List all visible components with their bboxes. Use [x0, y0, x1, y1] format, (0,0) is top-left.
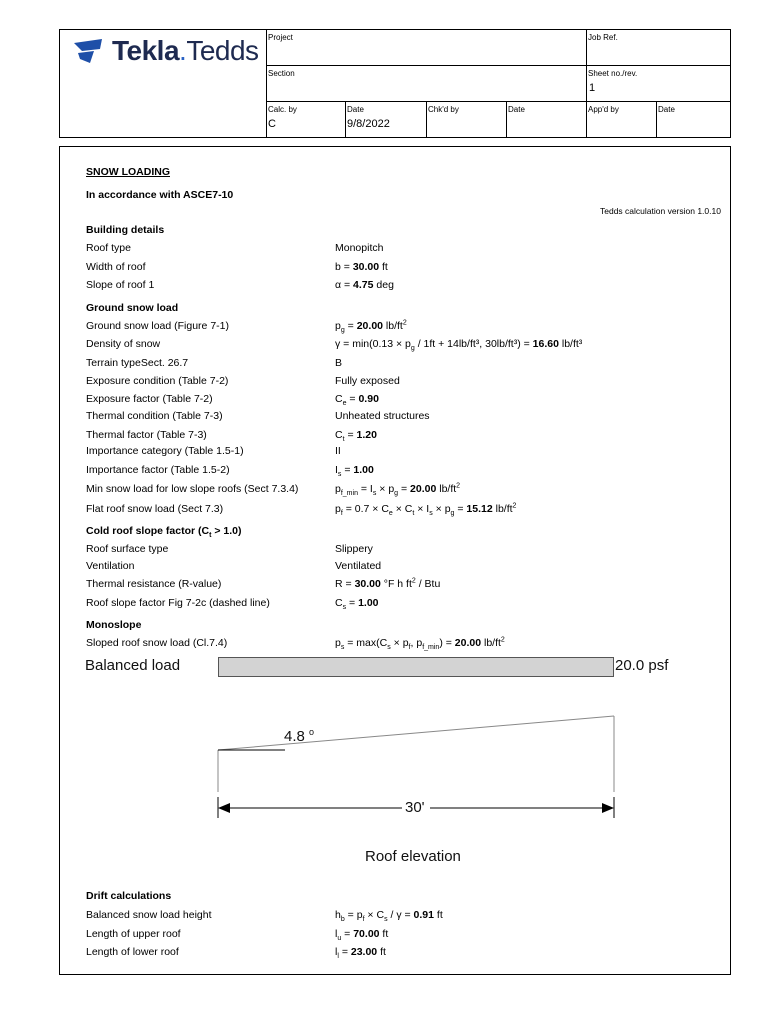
row-value: $l_l = 23.00$ ft — [335, 946, 386, 961]
roof-elevation-caption: Roof elevation — [365, 848, 461, 865]
row-value: $C_e = 0.90$ — [335, 393, 379, 408]
sheet-label: Sheet no./rev. — [588, 69, 638, 78]
load-value-label: 20.0 psf — [615, 657, 669, 674]
sheet-value: 1 — [589, 82, 596, 94]
slope-angle-label: 4.8 $^o$ — [284, 727, 315, 745]
row-label: Ventilation — [86, 560, 135, 572]
row-label: Exposure factor (Table 7-2) — [86, 393, 213, 405]
row-value: $p_f = 0.7 \times C_e \times C_t \times I_s \times p_g = 15.12$ $lb/ft^2$ — [335, 502, 517, 518]
balanced-load-label: Balanced load — [85, 657, 181, 674]
row-label: Min snow load for low slope roofs (Sect 7.3.4) — [86, 483, 299, 495]
row-value: α = 4.75 deg — [335, 279, 394, 291]
section-heading-drift: Drift calculations — [86, 890, 172, 902]
date2-label: Date — [508, 105, 525, 114]
row-label: Length of upper roof — [86, 928, 181, 940]
row-label: Balanced snow load height — [86, 909, 212, 921]
dimension-arrow-left — [218, 803, 230, 813]
logo-brand: Tekla — [112, 35, 180, 66]
row-value: R = 30.00 °F h $ft^2$ / Btu — [335, 577, 441, 590]
date-label: Date — [347, 105, 364, 114]
section-heading-cold-roof: Cold roof slope factor $(C_t > 1.0)$ — [86, 525, 242, 540]
doc-standard: In accordance with ASCE7-10 — [86, 189, 234, 201]
row-label: Sloped roof snow load (Cl.7.4) — [86, 637, 228, 649]
row-label: Slope of roof 1 — [86, 279, 155, 291]
row-label: Importance factor (Table 1.5-2) — [86, 464, 230, 476]
doc-version: Tedds calculation version 1.0.10 — [600, 206, 721, 216]
row-value: Unheated structures — [335, 410, 430, 422]
date-value: 9/8/2022 — [347, 118, 390, 130]
logo-dot: . — [179, 35, 187, 66]
row-label: Thermal resistance (R-value) — [86, 578, 222, 590]
row-value: B — [335, 357, 343, 369]
row-value: Ventilated — [335, 560, 382, 572]
jobref-label: Job Ref. — [588, 33, 618, 42]
row-value: $p_{f\_min} = I_s \times p_g = 20.00$ $lb/ft^2$ — [335, 482, 461, 498]
dimension-arrow-right — [602, 803, 614, 813]
row-label: Roof slope factor Fig 7-2c (dashed line) — [86, 597, 270, 609]
row-label: Density of snow — [86, 338, 161, 350]
row-value: $\gamma = \min(0.13 \times p_g / 1ft + 14lb/ft^3$, 30lb/ft³) = 16.60 lb/ft³ — [335, 338, 583, 353]
roof-slope-line — [218, 716, 614, 750]
date3-label: Date — [658, 105, 675, 114]
row-value: II — [335, 445, 341, 457]
row-label: Flat roof snow load (Sect 7.3) — [86, 503, 224, 515]
section-heading-ground: Ground snow load — [86, 302, 179, 314]
calcby-label: Calc. by — [268, 105, 297, 114]
logo-product: Tedds — [186, 35, 259, 66]
row-value: Monopitch — [335, 242, 384, 254]
row-value: Fully exposed — [335, 375, 400, 387]
row-value: $l_u = 70.00$ ft — [335, 928, 389, 943]
row-label: Roof type — [86, 242, 131, 254]
section-heading-building: Building details — [86, 224, 165, 236]
row-label: Thermal condition (Table 7-3) — [86, 410, 223, 422]
row-label: Thermal factor (Table 7-3) — [86, 429, 207, 441]
doc-title: SNOW LOADING — [86, 166, 170, 178]
appby-label: App'd by — [588, 105, 619, 114]
row-label: Length of lower roof — [86, 946, 179, 958]
section-heading-monoslope: Monoslope — [86, 619, 142, 631]
calcby-value: C — [268, 118, 276, 130]
row-label: Ground snow load (Figure 7-1) — [86, 320, 229, 332]
project-label: Project — [268, 33, 293, 42]
row-value: $I_s = 1.00$ — [335, 464, 374, 479]
section-label: Section — [268, 69, 295, 78]
row-value: b = 30.00 ft — [335, 261, 388, 273]
row-label: Exposure condition (Table 7-2) — [86, 375, 229, 387]
row-label: Roof surface type — [86, 543, 169, 555]
row-value: $h_b = p_f \times C_s / \gamma = 0.91$ ft — [335, 909, 443, 924]
row-label: Terrain typeSect. 26.7 — [86, 357, 189, 369]
chkby-label: Chk'd by — [428, 105, 459, 114]
row-value: $p_g = 20.00$ $lb/ft^2$ — [335, 319, 407, 335]
row-value: $p_s = \max(C_s \times p_f$, $p_{f\_min}) = 20.00$ $lb/ft^2$ — [335, 636, 505, 652]
row-value: $C_t = 1.20$ — [335, 429, 377, 444]
row-label: Width of roof — [86, 261, 146, 273]
row-value: Slippery — [335, 543, 373, 555]
row-label: Importance category (Table 1.5-1) — [86, 445, 244, 457]
span-dimension-label: 30' — [405, 799, 425, 816]
row-value: $C_s = 1.00$ — [335, 597, 379, 612]
